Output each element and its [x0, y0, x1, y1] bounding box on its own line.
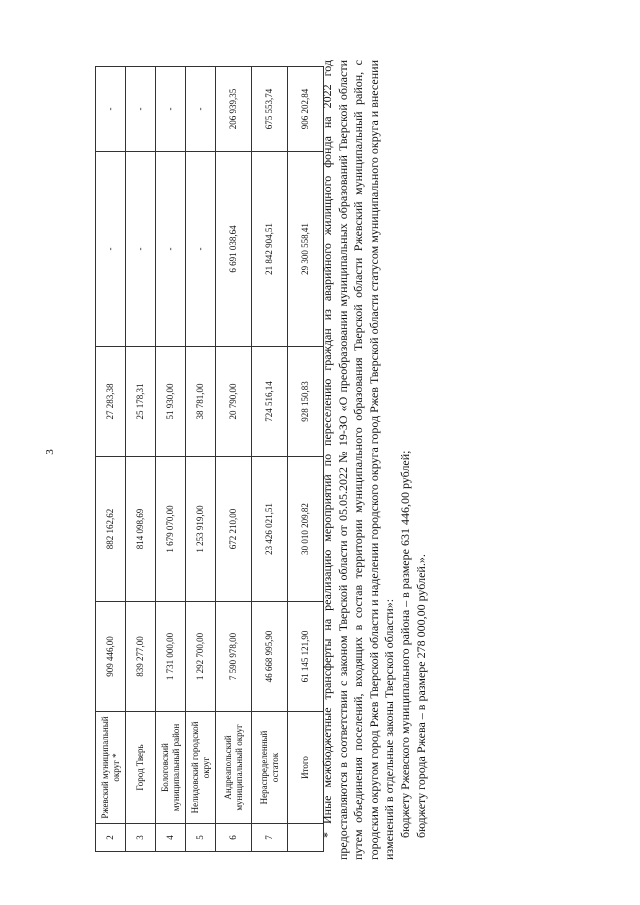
row-number: 7 — [252, 824, 288, 852]
row-number: 4 — [156, 824, 186, 852]
municipality-name: Город Тверь — [126, 712, 156, 824]
cell-value: 724 516,14 — [252, 347, 288, 457]
cell-value: 839 277,00 — [126, 602, 156, 712]
cell-value: - — [186, 67, 216, 152]
cell-value: 909 446,00 — [96, 602, 126, 712]
municipality-name: Нераспределенный остаток — [252, 712, 288, 824]
cell-value: - — [126, 152, 156, 347]
municipality-name: Бологовский муниципальный район — [156, 712, 186, 824]
cell-value: 814 098,69 — [126, 457, 156, 602]
cell-value: - — [156, 67, 186, 152]
table-row — [252, 67, 288, 852]
cell-value: 906 202,84 — [288, 67, 324, 152]
cell-value: 61 145 121,90 — [288, 602, 324, 712]
municipality-name: Нелидовский городской округ — [186, 712, 216, 824]
cell-value: 29 300 558,41 — [288, 152, 324, 347]
cell-value: 1 253 919,00 — [186, 457, 216, 602]
cell-value: 1 679 070,00 — [156, 457, 186, 602]
row-number: 5 — [186, 824, 216, 852]
cell-value: - — [156, 152, 186, 347]
cell-value: 206 939,35 — [216, 67, 252, 152]
cell-value: 27 283,38 — [96, 347, 126, 457]
cell-value: 672 210,00 — [216, 457, 252, 602]
row-number — [288, 824, 324, 852]
cell-value: 51 930,00 — [156, 347, 186, 457]
cell-value: 7 590 978,00 — [216, 602, 252, 712]
cell-value: - — [96, 152, 126, 347]
table-row — [126, 67, 156, 852]
cell-value: 46 668 995,90 — [252, 602, 288, 712]
cell-value: 38 781,00 — [186, 347, 216, 457]
footnote-paragraph: бюджету Ржевского муниципального района – в размере 631 446,00 рублей; — [397, 450, 412, 838]
cell-value: - — [186, 152, 216, 347]
cell-value: 928 150,83 — [288, 347, 324, 457]
table-row — [186, 67, 216, 852]
footnote-paragraph: * Иные межбюджетные трансферты на реализацию мероприятий по переселению граждан из аварийного жилищного фонда на 2022 год предоставляются в соответствии с законом Тверской области от 05.05.2022 № 19-ЗО «О преобразовании муниципальных образований Тверской области путем объединения поселений, входящих в состав территории муниципального образования Тверской области Ржевский муниципальный район, с городским округом город Ржев Тверской области и наделении городского округа город Ржев Тверской области статусом муниципального округа и внесении изменений в отдельные законы Тверской области»: — [320, 60, 397, 860]
cell-value: 1 731 000,00 — [156, 602, 186, 712]
cell-value: 20 790,00 — [216, 347, 252, 457]
cell-value: 21 842 904,51 — [252, 152, 288, 347]
table-row — [216, 67, 252, 852]
allocation-table — [95, 67, 324, 852]
table-row — [96, 67, 126, 852]
cell-value: 6 691 038,64 — [216, 152, 252, 347]
cell-value: - — [96, 67, 126, 152]
row-number: 6 — [216, 824, 252, 852]
cell-value: 1 292 700,00 — [186, 602, 216, 712]
cell-value: 23 426 021,51 — [252, 457, 288, 602]
row-number: 3 — [126, 824, 156, 852]
table-row — [156, 67, 186, 852]
cell-value: 30 010 209,82 — [288, 457, 324, 602]
row-number: 2 — [96, 824, 126, 852]
cell-value: 675 553,74 — [252, 67, 288, 152]
footnote-paragraph: бюджету города Ржева – в размере 278 000,00 рублей.». — [413, 554, 428, 838]
page-number: 3 — [44, 449, 56, 455]
municipality-name: Ржевский муниципальный округ * — [96, 712, 126, 824]
table-total-row — [288, 67, 324, 852]
municipality-name: Андреапольский муниципальный округ — [216, 712, 252, 824]
total-label: Итого — [288, 712, 324, 824]
footnote-text — [320, 60, 429, 860]
cell-value: 25 178,31 — [126, 347, 156, 457]
cell-value: 882 162,62 — [96, 457, 126, 602]
cell-value: - — [126, 67, 156, 152]
